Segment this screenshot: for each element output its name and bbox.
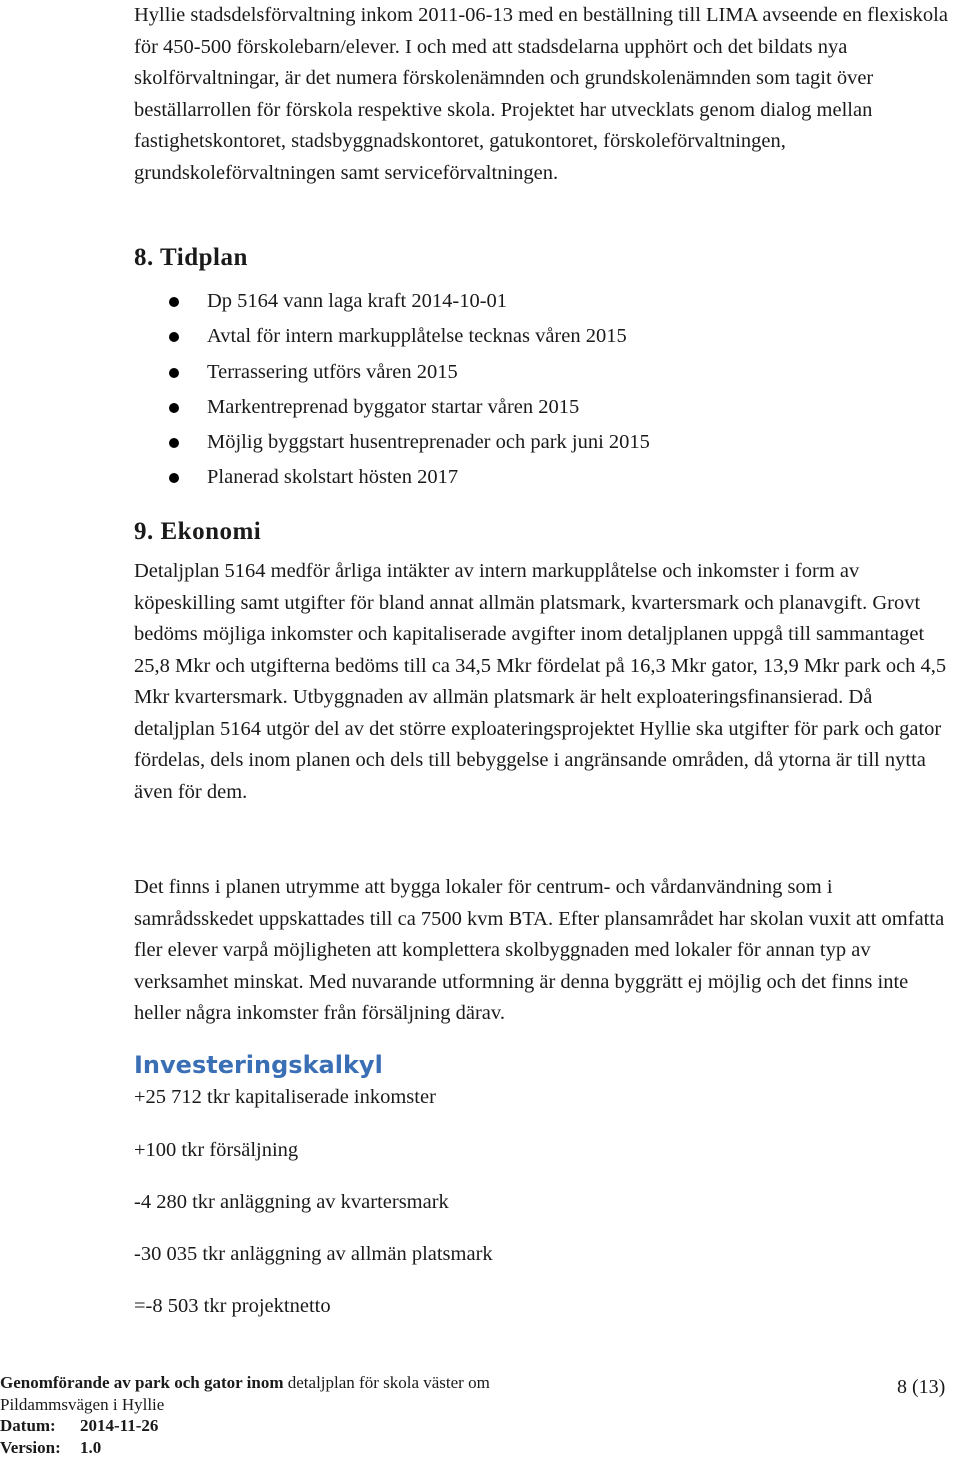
bullet-icon: [169, 403, 179, 413]
list-item-text: Möjlig byggstart husentreprenader och park juni 2015: [207, 431, 650, 454]
footer-title-bold: Genomförande av park och gator inom: [0, 1373, 284, 1392]
tidplan-list: [134, 284, 934, 496]
page-number: 8 (13): [897, 1376, 946, 1398]
footer-date: [0, 1415, 490, 1437]
footer-version-value: 1.0: [80, 1437, 102, 1457]
list-item: [134, 460, 934, 495]
section-heading-ekonomi: 9. Ekonomi: [134, 518, 262, 545]
list-item-text: Planerad skolstart hösten 2017: [207, 466, 459, 489]
footer-title-rest: detaljplan för skola väster om: [283, 1373, 490, 1392]
list-item: [134, 284, 934, 319]
lokaler-paragraph: Det finns i planen utrymme att bygga lokaler för centrum- och vårdanvändning som i samrådsskedet uppskattades till ca 7500 kvm BTA. Efter plansamrådet har skolan vuxit att omfatta fler elever varpå möjligheten att komplettera skolbyggnaden med lokaler för annan typ av verksamhet minskat. Med nuvarande utformning är denna byggrätt ej möjlig och det finns inte heller några inkomster från försäljning därav.: [134, 876, 945, 1024]
list-item-text: Terrassering utförs våren 2015: [207, 360, 458, 383]
investeringskalkyl-heading: Investeringskalkyl: [134, 1051, 383, 1079]
investment-total-line: =-8 503 tkr projektnetto: [134, 1295, 331, 1317]
list-item-text: Markentreprenad byggator startar våren 2015: [207, 395, 580, 418]
list-item-text: Dp 5164 vann laga kraft 2014-10-01: [207, 290, 508, 312]
footer-date-value: 2014-11-26: [80, 1416, 159, 1435]
bullet-icon: [169, 332, 179, 342]
section-heading-tidplan: 8. Tidplan: [134, 244, 248, 271]
footer-version: [0, 1437, 490, 1459]
investment-line: -30 035 tkr anläggning av allmän platsmark: [134, 1243, 493, 1265]
bullet-icon: [169, 438, 179, 448]
list-item-text: Avtal för intern markupplåtelse tecknas våren 2015: [207, 325, 627, 348]
page-footer: [0, 1372, 490, 1458]
investment-line: +25 712 tkr kapitaliserade inkomster: [134, 1086, 436, 1108]
bullet-icon: [169, 368, 179, 378]
intro-paragraph: Hyllie stadsdelsförvaltning inkom 2011-06-13 med en beställning till LIMA avseende en flexiskola för 450-500 förskolebarn/elever. I och med att stadsdelarna upphört och det bildats nya skolförvaltningar, är det numera förskolenämnden och grundskolenämnden som tagit över beställarrollen för förskola respektive skola. Projektet har utvecklats genom dialog mellan fastighetskontoret, stadsbyggnadskontoret, gatukontoret, förskoleförvaltningen, grundskoleförvaltningen samt serviceförvaltningen.: [134, 4, 948, 184]
footer-title-line2: Pildammsvägen i Hyllie: [0, 1394, 165, 1414]
bullet-icon: [169, 473, 179, 483]
list-item: [134, 355, 934, 390]
investment-line: -4 280 tkr anläggning av kvartersmark: [134, 1191, 449, 1213]
footer-title: [0, 1372, 490, 1394]
list-item: [134, 425, 934, 460]
list-item: [134, 390, 934, 425]
footer-version-label: Version:: [0, 1437, 61, 1457]
list-item: [134, 319, 934, 354]
footer-date-label: Datum:: [0, 1416, 56, 1435]
bullet-icon: [169, 297, 179, 307]
ekonomi-paragraph: Detaljplan 5164 medför årliga intäkter av intern markupplåtelse och inkomster i form av köpeskilling samt utgifter för bland annat allmän platsmark, kvartersmark och planavgift. Grovt bedöms möjliga inkomster och kapitaliserade avgifter inom detaljplanen uppgå till sammantaget 25,8 Mkr och utgifterna bedöms till ca 34,5 Mkr fördelat på 16,3 Mkr gator, 13,9 Mkr park och 4,5 Mkr kvartersmark. Utbyggnaden av allmän platsmark är helt exploateringsfinansierad. Då detaljplan 5164 utgör del av det större exploateringsprojektet Hyllie ska utgifter för park och gator fördelas, dels inom planen och dels till bebyggelse i angränsande områden, då ytorna är till nytta även för dem.: [134, 560, 947, 803]
investment-line: +100 tkr försäljning: [134, 1139, 299, 1161]
